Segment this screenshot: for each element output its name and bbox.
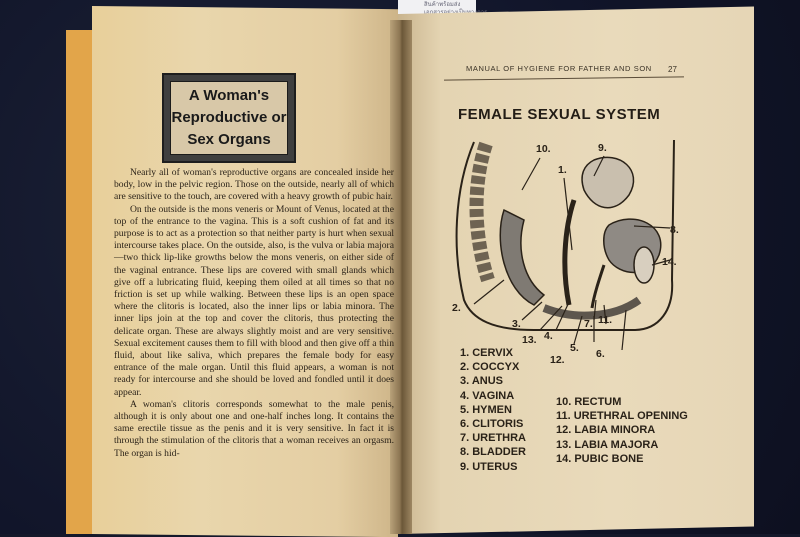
legend-right — [556, 395, 688, 466]
legend-item: 11. URETHRAL OPENING — [556, 410, 688, 423]
diagram-label-7: 7. — [584, 318, 593, 330]
slip-line-1: สินค้าพร้อมส่ง — [424, 2, 461, 8]
spine-vertebrae — [477, 144, 489, 280]
diagram-label-4: 4. — [544, 330, 553, 342]
legend-item: 10. RECTUM — [556, 396, 622, 408]
diagram-label-9: 9. — [598, 142, 607, 154]
chapter-title-line: Sex Organs — [187, 131, 271, 148]
diagram-label-2: 2. — [452, 302, 461, 314]
legend-item: 1. CERVIX — [460, 347, 513, 359]
urethra-shape — [592, 265, 604, 308]
uterus-shape — [582, 157, 633, 207]
legend-item: 14. PUBIC BONE — [556, 452, 644, 465]
legend-item: 7. URETHRA — [460, 432, 527, 445]
diagram-label-11: 11. — [598, 314, 613, 326]
legend-item: 3. ANUS — [460, 375, 503, 388]
anatomy-diagram — [444, 130, 714, 380]
legend-item: 12. LABIA MINORA — [556, 424, 656, 437]
paragraph: A woman's clitoris corresponds somewhat to the male penis, although it is only about one and one-half inches long. It contains the same erectile tissue as the penis and it is very sensitive. In fact it is through the stimulation of the clitoris that a woman receives an orgasm. The organ is hid- — [114, 398, 394, 459]
diagram-label-5: 5. — [570, 342, 579, 354]
diagram-label-14: 14. — [662, 256, 677, 268]
legend-item: 6. CLITORIS — [460, 418, 524, 431]
diagram-label-12: 12. — [550, 354, 565, 366]
diagram-label-3: 3. — [512, 318, 521, 330]
legend-item: 9. UTERUS — [460, 460, 518, 473]
diagram-label-1: 1. — [558, 164, 567, 176]
pubic-bone-shape — [634, 247, 654, 283]
legend-left — [460, 346, 526, 474]
legend-item: 13. LABIA MAJORA — [556, 438, 659, 451]
running-head: MANUAL OF HYGIENE FOR FATHER AND SON — [466, 64, 652, 73]
body-text — [114, 167, 394, 460]
paragraph: On the outside is the mons veneris or Mount of Venus, located at the top of the entrance to the vagina. This is a soft cushion of fat and its purpose is to act as a protection so that neither party is hurt when sexual intercourse takes place. On the outside, also, is the vulva or labia majora—two thick lip-like growths below the mons veneris, on either side of the vaginal entrance. These lips are covered with small glands which give off a lubricating fluid, keeping them oiled at all times so that no friction is set up while walking. Between these lips is an open space where the clitoris is located, also the inner lips or labia minora. The inner lips join at the top and cover the clitoris, thus protecting the delicate organ. These are always slightly moist and are very sensitive. Sexual excitement causes them to fill with blood and then give off a thin fluid, about like saliva, which prepares the female body for easy entrance of the male organ. Until this fluid appears, a woman is not ready for intercourse and she should be loved and fondled until it does appear. — [114, 203, 394, 398]
vagina-shape — [565, 200, 574, 305]
paragraph: Nearly all of woman's reproductive organs are concealed inside her body, low in the pelvic region. Those on the outside, nearly all of which are sensitive to the touch, are covered with a heavy growth of pubic hair. — [114, 167, 394, 203]
chapter-title-inner — [170, 81, 288, 155]
rectum-shape — [500, 210, 544, 305]
chapter-title-line: Reproductive or — [171, 109, 287, 126]
legend-item: 4. VAGINA — [460, 389, 515, 402]
diagram-label-13: 13. — [522, 334, 537, 346]
diagram-label-10: 10. — [536, 143, 551, 155]
diagram-label-8: 8. — [670, 224, 679, 236]
legend-item: 2. COCCYX — [460, 361, 520, 374]
diagram-title: FEMALE SEXUAL SYSTEM — [458, 106, 661, 123]
chapter-title-line: A Woman's — [188, 87, 270, 104]
legend-item: 5. HYMEN — [460, 403, 512, 416]
diagram-label-6: 6. — [596, 348, 605, 360]
chapter-title-box — [162, 73, 296, 163]
legend-item: 8. BLADDER — [460, 446, 527, 459]
page-number: 27 — [668, 65, 677, 74]
